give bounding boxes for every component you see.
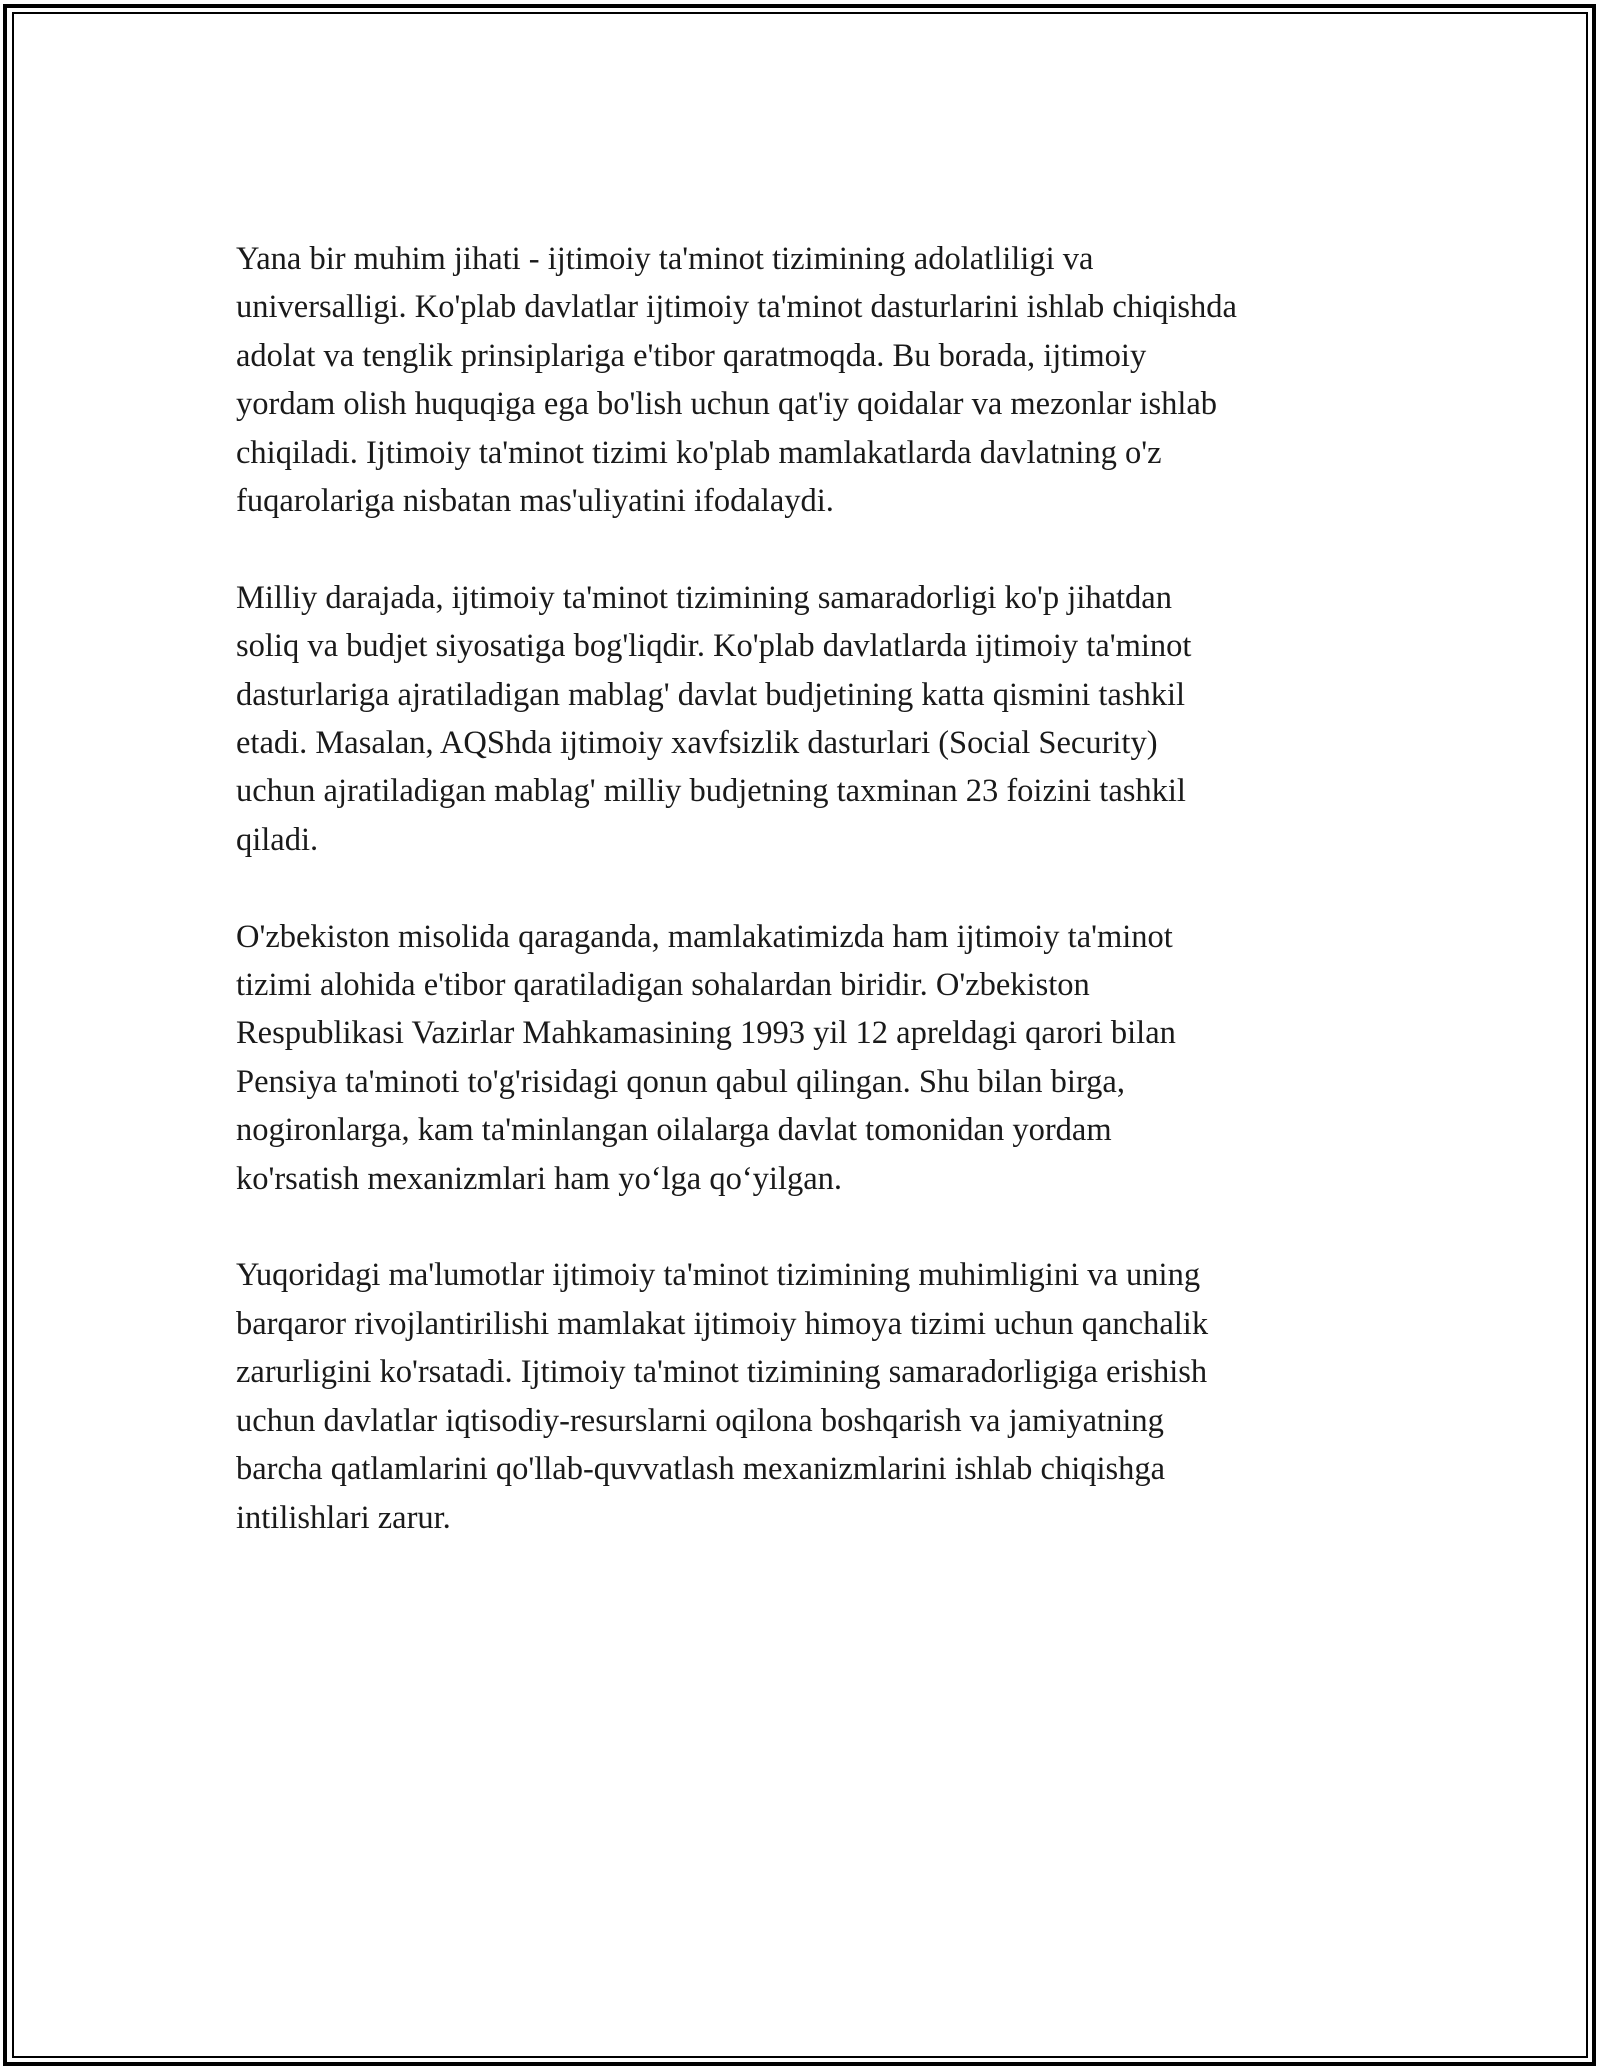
paragraph-4 <box>236 1251 1386 1541</box>
text-line: Yuqoridagi ma'lumotlar ijtimoiy ta'minot tizimining muhimligini va uning <box>236 1257 1201 1294</box>
text-line: uchun ajratiladigan mablag' milliy budjetning taxminan 23 foizini tashkil <box>236 773 1186 810</box>
paragraph-2 <box>236 574 1386 864</box>
text-line: nogironlarga, kam ta'minlangan oilalarga davlat tomonidan yordam <box>236 1112 1112 1149</box>
text-line: chiqiladi. Ijtimoiy ta'minot tizimi ko'plab mamlakatlarda davlatning o'z <box>236 434 1162 471</box>
text-line: fuqarolariga nisbatan mas'uliyatini ifodalaydi. <box>236 483 834 520</box>
document-body <box>236 235 1386 1590</box>
text-line: barcha qatlamlarini qo'llab-quvvatlash mexanizmlarini ishlab chiqishga <box>236 1451 1166 1488</box>
text-line: soliq va budjet siyosatiga bog'liqdir. Ko'plab davlatlarda ijtimoiy ta'minot <box>236 628 1192 665</box>
text-line: Pensiya ta'minoti to'g'risidagi qonun qabul qilingan. Shu bilan birga, <box>236 1063 1125 1100</box>
text-line: qiladi. <box>236 821 319 858</box>
text-line: ko'rsatish mexanizmlari ham yo‘lga qo‘yilgan. <box>236 1160 843 1197</box>
text-line: yordam olish huquqiga ega bo'lish uchun qat'iy qoidalar va mezonlar ishlab <box>236 386 1218 423</box>
text-line: etadi. Masalan, AQShda ijtimoiy xavfsizlik dasturlari (Social Security) <box>236 725 1158 762</box>
text-line: universalligi. Ko'plab davlatlar ijtimoiy ta'minot dasturlarini ishlab chiqishda <box>236 289 1237 326</box>
text-line: uchun davlatlar iqtisodiy-resurslarni oqilona boshqarish va jamiyatning <box>236 1402 1164 1439</box>
text-line: adolat va tenglik prinsiplariga e'tibor qaratmoqda. Bu borada, ijtimoiy <box>236 337 1147 374</box>
text-line: barqaror rivojlantirilishi mamlakat ijtimoiy himoya tizimi uchun qanchalik <box>236 1305 1209 1342</box>
text-line: tizimi alohida e'tibor qaratiladigan sohalardan biridir. O'zbekiston <box>236 967 1090 1004</box>
text-line: Milliy darajada, ijtimoiy ta'minot tizimining samaradorligi ko'p jihatdan <box>236 579 1172 616</box>
text-line: O'zbekiston misolida qaraganda, mamlakatimizda ham ijtimoiy ta'minot <box>236 918 1173 955</box>
text-line: intilishlari zarur. <box>236 1499 451 1536</box>
paragraph-3 <box>236 913 1386 1203</box>
paragraph-1 <box>236 235 1386 525</box>
text-line: Yana bir muhim jihati - ijtimoiy ta'minot tizimining adolatliligi va <box>236 241 1094 277</box>
text-line: dasturlariga ajratiladigan mablag' davlat budjetining katta qismini tashkil <box>236 676 1186 713</box>
text-line: zarurligini ko'rsatadi. Ijtimoiy ta'minot tizimining samaradorligiga erishish <box>236 1354 1208 1391</box>
text-line: Respublikasi Vazirlar Mahkamasining 1993 yil 12 apreldagi qarori bilan <box>236 1015 1176 1052</box>
